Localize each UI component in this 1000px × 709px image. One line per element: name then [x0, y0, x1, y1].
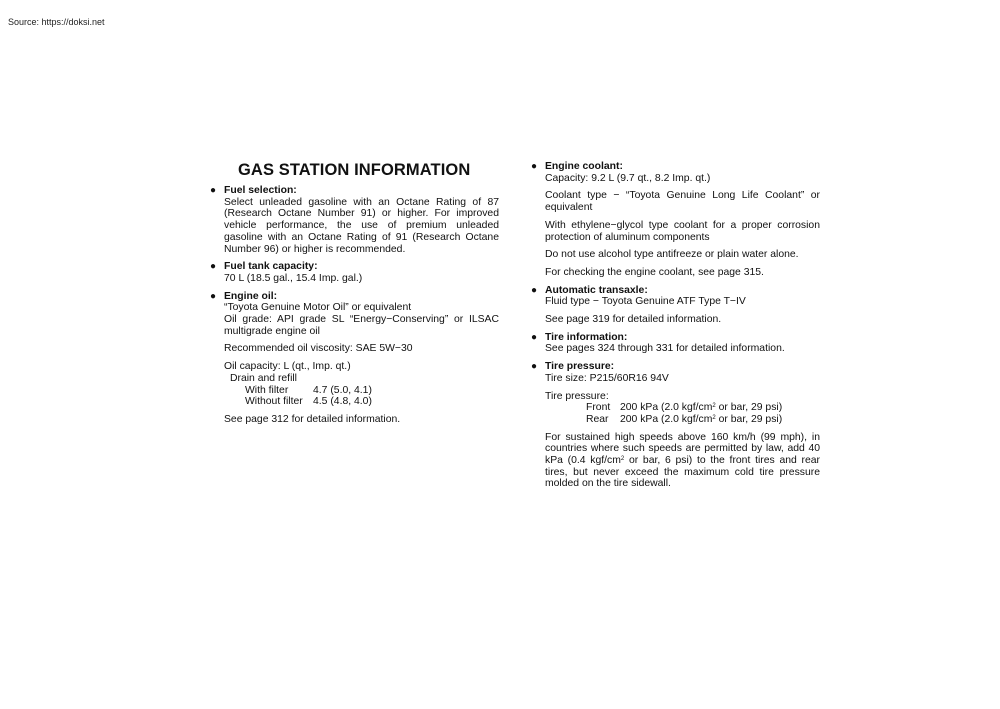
- bullet-icon: ●: [210, 261, 217, 273]
- fuel-selection-heading: Fuel selection:: [224, 185, 297, 196]
- with-filter-value: 4.7 (5.0, 4.1): [313, 384, 372, 396]
- tire-info-heading: Tire information:: [545, 331, 628, 343]
- engine-coolant-section: [530, 161, 820, 279]
- right-column: [530, 161, 820, 496]
- rear-value: 200 kPa (2.0 kgf/$cm^2$ or bar, 29 psi): [620, 413, 783, 425]
- tire-info-text: See pages 324 through 331 for detailed information.: [545, 343, 785, 355]
- source-caption: Source: https://doksi.net: [8, 17, 105, 27]
- bullet-icon: ●: [531, 284, 538, 296]
- engine-oil-see-page: See page 312 for detailed information.: [224, 413, 401, 425]
- transaxle-see-page: See page 319 for detailed information.: [545, 314, 722, 326]
- engine-coolant-checking: For checking the engine coolant, see page 315.: [545, 266, 764, 278]
- bullet-icon: ●: [531, 331, 538, 343]
- with-filter-row: [224, 385, 499, 397]
- fuel-selection-text: Select unleaded gasoline with an Octane Rating of 87 (Research Octane Number 91) or higher. For improved vehicle performance, the use of premium unleaded gasoline with an Octane Rating of 91 (Research Octane Number 96) or higher is recommended.: [224, 196, 499, 255]
- front-label: Front: [586, 402, 611, 414]
- transaxle-heading: Automatic transaxle:: [545, 284, 648, 296]
- with-filter-label: With filter: [245, 384, 289, 396]
- bullet-icon: ●: [210, 290, 217, 302]
- fuel-tank-section: [209, 261, 499, 284]
- tire-pressure-section: [530, 361, 820, 490]
- tire-pressure-heading: Tire pressure:: [545, 361, 615, 373]
- tire-size: Tire size: P215/60R16 94V: [545, 372, 669, 384]
- engine-oil-grade: Oil grade: API grade SL “Energy−Conserving” or ILSAC multigrade engine oil: [224, 314, 499, 337]
- transaxle-section: [530, 285, 820, 326]
- without-filter-label: Without filter: [245, 396, 303, 408]
- engine-coolant-no-alcohol: Do not use alcohol type antifreeze or plain water alone.: [545, 249, 799, 261]
- bullet-icon: ●: [531, 361, 538, 373]
- bullet-icon: ●: [210, 185, 217, 196]
- rear-pressure-row: [545, 414, 820, 426]
- high-speed-note: For sustained high speeds above 160 km/h (99 mph), in countries where such speeds are permitted by law, add 40 kPa (0.4 kgf/$cm^2$ or bar, 6 psi) to the front tires and rear tires, but never exceed the maximum cold tire pressure molded on the tire sidewall.: [545, 431, 820, 490]
- left-column: [209, 160, 499, 432]
- bullet-icon: ●: [531, 161, 538, 172]
- front-pressure-row: [545, 402, 820, 414]
- tire-pressure-label: Tire pressure:: [545, 390, 609, 402]
- without-filter-row: [224, 396, 499, 408]
- engine-oil-capacity-label: Oil capacity: L (qt., Imp. qt.): [224, 361, 351, 373]
- engine-oil-line1: “Toyota Genuine Motor Oil” or equivalent: [224, 302, 412, 314]
- tire-info-section: [530, 332, 820, 355]
- without-filter-value: 4.5 (4.8, 4.0): [313, 396, 372, 408]
- engine-oil-heading: Engine oil:: [224, 290, 278, 302]
- fuel-tank-heading: Fuel tank capacity:: [224, 261, 318, 273]
- engine-coolant-type: Coolant type − “Toyota Genuine Long Life Coolant” or equivalent: [545, 190, 820, 214]
- engine-coolant-heading: Engine coolant:: [545, 161, 623, 172]
- fuel-selection-section: [209, 185, 499, 255]
- engine-oil-section: [209, 291, 499, 426]
- fuel-tank-text: 70 L (18.5 gal., 15.4 Imp. gal.): [224, 272, 363, 284]
- engine-coolant-capacity: Capacity: 9.2 L (9.7 qt., 8.2 Imp. qt.): [545, 172, 711, 184]
- engine-oil-viscosity: Recommended oil viscosity: SAE 5W−30: [224, 343, 413, 355]
- transaxle-fluid: Fluid type − Toyota Genuine ATF Type T−IV: [545, 296, 746, 308]
- front-value: 200 kPa (2.0 kgf/$cm^2$ or bar, 29 psi): [620, 402, 783, 414]
- page-title: GAS STATION INFORMATION: [238, 161, 471, 179]
- engine-coolant-ethylene: With ethylene−glycol type coolant for a proper corrosion protection of aluminum components: [545, 219, 820, 243]
- rear-label: Rear: [586, 413, 609, 425]
- engine-oil-drain-label: Drain and refill: [230, 372, 297, 384]
